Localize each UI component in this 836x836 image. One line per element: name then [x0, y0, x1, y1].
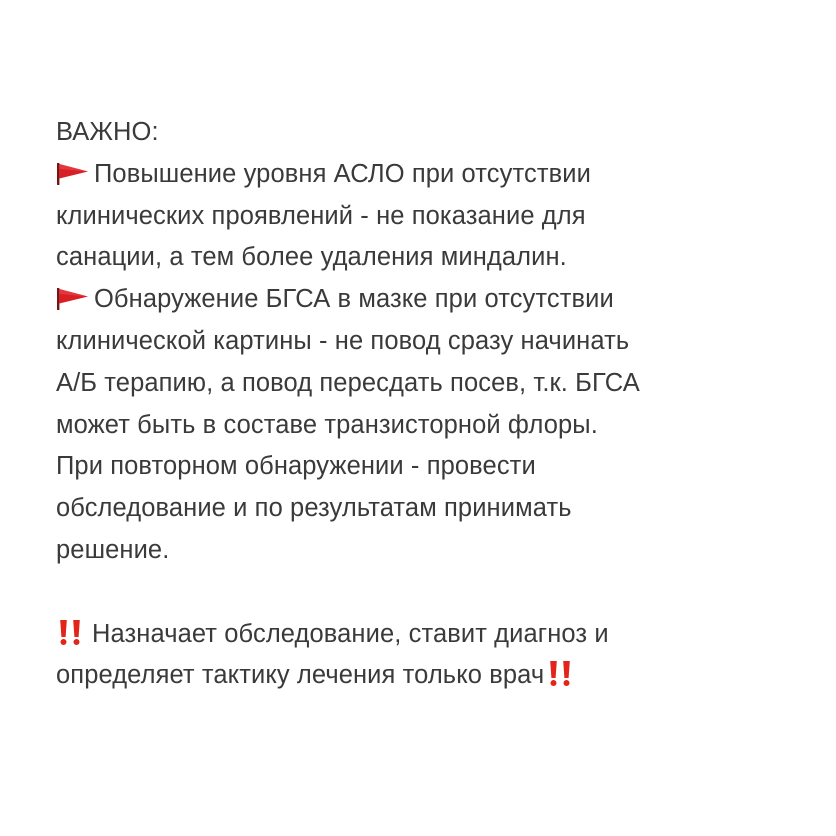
point-2-line-3: А/Б терапию, а повод пересдать посев, т.к. БГСА [56, 368, 640, 397]
point-1-line-1 [56, 154, 776, 196]
warning-line-2 [56, 655, 776, 697]
point-2-text: Обнаружение БГСА в мазке при отсутствии [94, 285, 614, 314]
warning-line-1 [56, 614, 776, 656]
point-2-line-7: решение. [56, 535, 170, 564]
double-exclamation-icon [56, 618, 84, 646]
double-exclamation-icon [546, 659, 574, 687]
warning-text-1: Назначает обследование, ставит диагноз и [92, 619, 609, 648]
point-1-text: Повышение уровня АСЛО при отсутствии [94, 159, 591, 188]
point-1-line-2: клинических проявлений - не показание для [56, 201, 586, 230]
warning-text-2: определяет тактику лечения только врач [56, 661, 545, 690]
triangular-red-flag-icon [56, 163, 90, 185]
triangular-red-flag-icon [56, 288, 90, 310]
point-2-line-4: может быть в составе транзисторной флоры. [56, 410, 598, 439]
point-2-line-6: обследование и по результатам принимать [56, 494, 572, 523]
notice-card [56, 112, 776, 697]
point-2-line-2: клинической картины - не повод сразу начинать [56, 326, 630, 355]
point-1-line-3: санации, а тем более удаления миндалин. [56, 243, 567, 272]
point-2-line-1 [56, 279, 776, 321]
paragraph-spacer [56, 572, 776, 614]
point-2-line-5: При повторном обнаружении - провести [56, 452, 536, 481]
notice-heading: ВАЖНО: [56, 118, 159, 146]
